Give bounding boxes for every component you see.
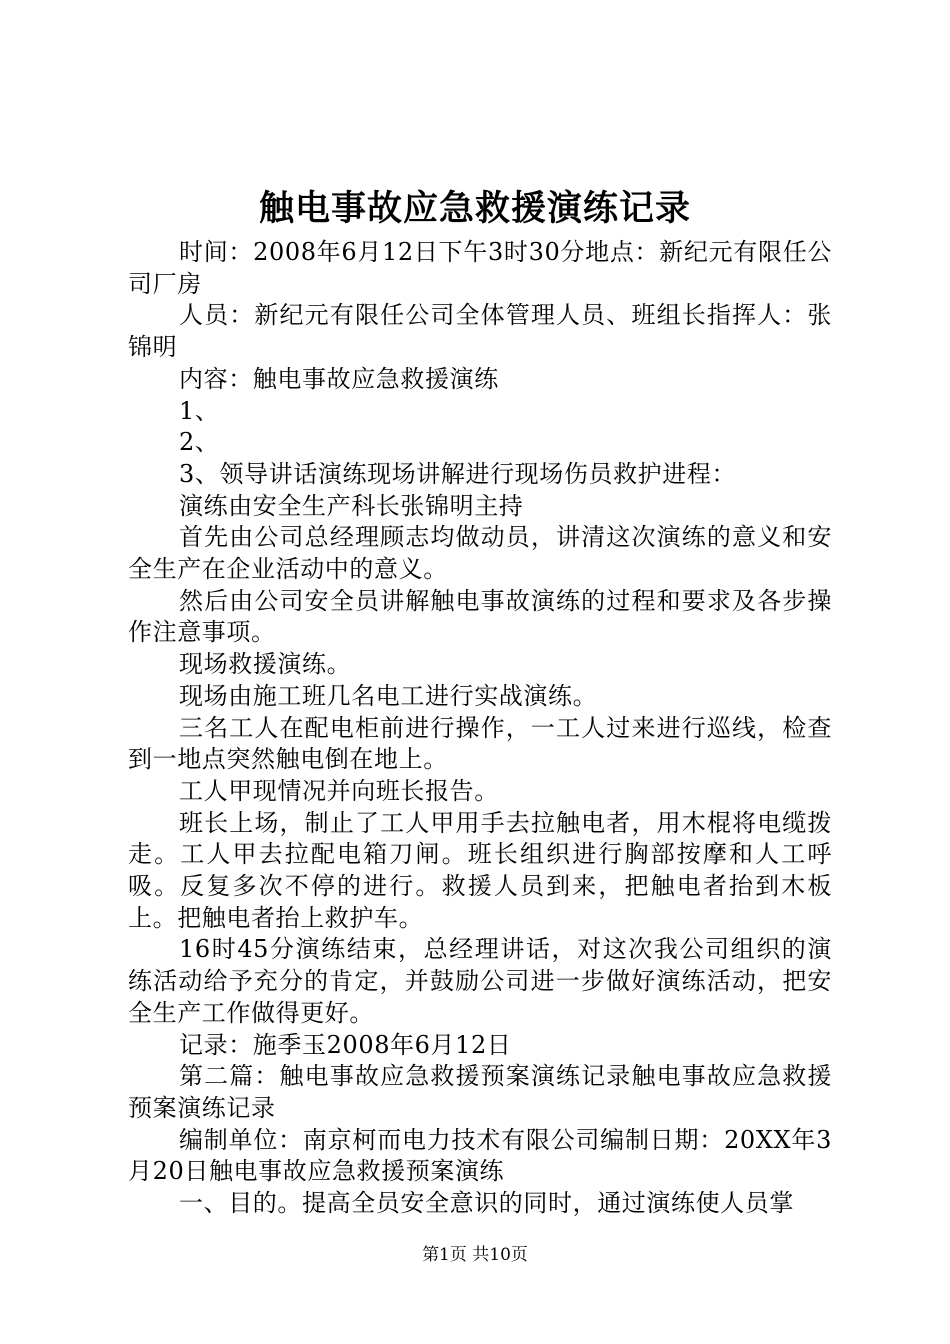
paragraph-second-part: 第二篇：触电事故应急救援预案演练记录触电事故应急救援预案演练记录 [128, 1062, 832, 1122]
paragraph-mobilization: 首先由公司总经理顾志均做动员，讲清这次演练的意义和安全生产在企业活动中的意义。 [128, 523, 832, 584]
paragraph-time-location: 时间：2008年6月12日下午3时30分地点：新纪元有限任公司厂房 [128, 238, 832, 298]
paragraph-explanation: 然后由公司安全员讲解触电事故演练的过程和要求及各步操作注意事项。 [128, 586, 832, 647]
paragraph-item-2: 2、 [179, 428, 220, 457]
paragraph-rescue: 班长上场，制止了工人甲用手去拉触电者，用木棍将电缆拨走。工人甲去拉配电箱刀闸。班长组织进行胸部按摩和人工呼吸。反复多次不停的进行。救援人员到来，把触电者抬到木板上。把触电者抬上救护车。 [128, 808, 832, 932]
paragraph-electricians: 现场由施工班几名电工进行实战演练。 [179, 681, 598, 710]
paragraph-host: 演练由安全生产科长张锦明主持 [179, 491, 524, 520]
document-title: 触电事故应急救援演练记录 [258, 188, 691, 229]
paragraph-content: 内容：触电事故应急救援演练 [179, 364, 499, 393]
paragraph-workers: 三名工人在配电柜前进行操作，一工人过来进行巡线，检查到一地点突然触电倒在地上。 [128, 713, 832, 774]
paragraph-compiler: 编制单位：南京柯而电力技术有限公司编制日期：20XX年3月20日触电事故应急救援预案演练 [128, 1125, 832, 1186]
page-footer: 第1页 共10页 [422, 1245, 528, 1265]
paragraph-item-3: 3、领导讲话演练现场讲解进行现场伤员救护进程： [179, 459, 737, 488]
paragraph-purpose: 一、目的。提高全员安全意识的同时，通过演练使人员掌 [179, 1189, 794, 1218]
paragraph-personnel: 人员：新纪元有限任公司全体管理人员、班组长指挥人：张锦明 [128, 301, 832, 362]
document-body [128, 237, 832, 1220]
paragraph-conclusion: 16时45分演练结束，总经理讲话，对这次我公司组织的演练活动给予充分的肯定，并鼓励公司进一步做好演练活动，把安全生产工作做得更好。 [128, 935, 832, 1027]
paragraph-site-drill: 现场救援演练。 [179, 650, 352, 679]
paragraph-record: 记录：施季玉2008年6月12日 [179, 1030, 512, 1059]
paragraph-report: 工人甲现情况并向班长报告。 [179, 776, 499, 805]
paragraph-item-1: 1、 [179, 396, 220, 425]
